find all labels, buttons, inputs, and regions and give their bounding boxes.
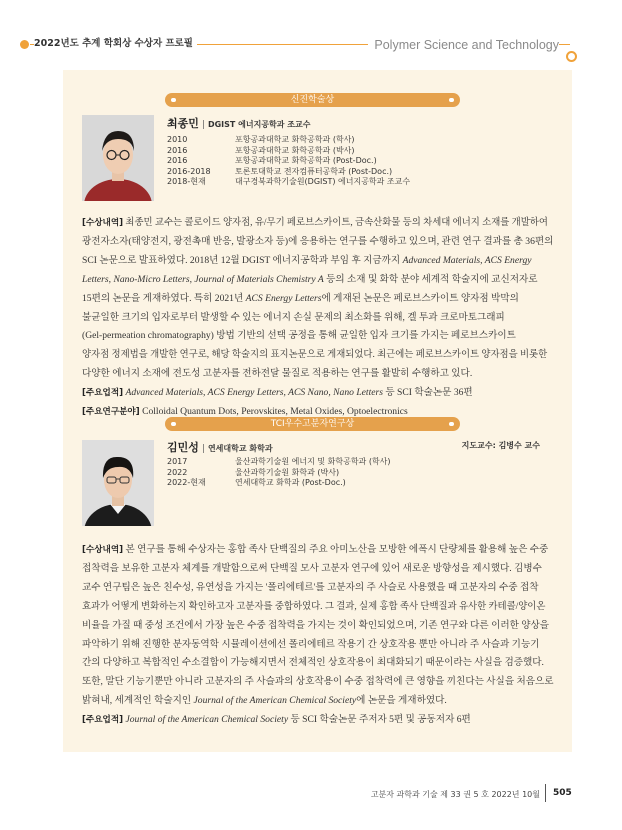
- award1-research: [주요연구분야] Colloidal Quantum Dots, Perovskites, Metal Oxides, Optoelectronics: [82, 406, 408, 418]
- award1-title: 신진학술상: [290, 95, 335, 105]
- award1-name-line: 최종민 | DGIST 에너지공학과 조교수: [167, 117, 311, 130]
- timeline-row: 2022 울산과학기술원 화학과 (박사): [167, 467, 340, 477]
- award1-affiliation: DGIST 에너지공학과 조교수: [207, 120, 311, 129]
- award1-details-tag: [수상내역]: [82, 218, 124, 228]
- header-dot: [20, 40, 29, 49]
- timeline-row: 2010 포항공과대학교 화학공학과 (학사): [167, 135, 355, 144]
- award1-portrait: [82, 115, 154, 201]
- timeline-row: 2016 포항공과대학교 화학공학과 (박사): [167, 145, 355, 155]
- award2-name-line: 김민성 | 연세대학교 화학과: [167, 441, 273, 454]
- timeline-row: 2018-현재 대구경북과학기술원(DGIST) 에너지공학과 조교수: [167, 177, 411, 186]
- bar-dot-right: [449, 422, 454, 426]
- award2-name: 김민성: [167, 441, 199, 454]
- award2-title: TCI우수고분자연구상: [270, 419, 355, 429]
- bar-dot-right: [449, 98, 454, 102]
- timeline-row: 2016 포항공과대학교 화학공학과 (Post-Doc.): [167, 156, 377, 165]
- timeline-row: 2022-현재 연세대학교 화학과 (Post-Doc.): [167, 478, 346, 487]
- award2-advisor: 지도교수: 김병수 교수: [461, 441, 540, 450]
- bar-dot-left: [171, 98, 176, 102]
- running-header-right: Polymer Science and Technology: [368, 38, 559, 52]
- award2-affiliation: 연세대학교 화학과: [207, 444, 273, 453]
- award2-details-tag: [수상내역]: [82, 545, 124, 555]
- bar-dot-left: [171, 422, 176, 426]
- running-header-left: 2022년도 추계 학회상 수상자 프로필: [34, 35, 197, 49]
- timeline-row: 2017 울산과학기술원 에너지 및 화학공학과 (학사): [167, 457, 391, 466]
- timeline-row: 2016-2018 토론토대학교 전자컴퓨터공학과 (Post-Doc.): [167, 166, 393, 176]
- page-number: 505: [553, 788, 572, 798]
- award1-body: [수상내역] 최종민 교수는 콜로이드 양자점, 유/무기 페로브스카이트, 금속산화물 등의 차세대 에너지 소재를 개발하여 광전자소자(태양전지, 광전촉매 반응, 발광소자 등)에 응용하는 연구를 수행하고 있으며, 관련 연구 결과를 총 36편의 SCI 논문으로 발표하였다. 2018년 12월 DGIST 에너지공학과 부임 후 지금까지 Advanced Materials, ACS Energy Letters, Nano-Micro Letters, Journal of Materials Chemistry A 등의 소재 및 화학 분야 세계적 학술지에 교신저자로 15편의 논문을 게재하였다. 특히 2021년 ACS Energy Letters에 게재된 논문은 페로브스카이트 양자점 박막의 불균일한 크기의 입자로부터 발생할 수 있는 에너지 손실 문제의 최소화를 위해, 겔 투과 크로마토그래피 (Gel-permeation chromatography) 방법 기반의 선택 공정을 통해 균일한 입자 크기를 가지는 페로브스카이트 양자점 정제법을 개발한 연구로, 해당 학술지의 표지논문으로 게재되었다. 최근에는 페로브스카이트 양자점을 비롯한 다양한 에너지 소재에 전도성 고분자를 전하전달 물질로 적용하는 연구를 활발히 수행하고 있다. [주요업적] Advanced Materials, ACS Energy Letters, ACS Nano, Nano Letters 등 SCI 학술논문 36편 [주요연구분야] Colloidal Quantum Dots, Perovskites, Metal Oxides, Optoelectronics: [82, 214, 554, 422]
- award2-portrait: [82, 440, 154, 526]
- award2-section-bar: [165, 417, 460, 431]
- award1-name: 최종민: [167, 117, 199, 130]
- header-ring: [566, 51, 577, 62]
- award2-body: [수상내역] 본 연구를 통해 수상자는 홍합 족사 단백질의 주요 아미노산을 모방한 에폭시 단량체를 활용해 높은 수중 접착력을 보유한 고분자 체계를 개발함으로써 단백질 모사 고분자 연구에 있어 새로운 방향성을 제시했다. 김병수 교수 연구팀은 높은 친수성, 유연성을 가지는 '폴리에테르'를 고분자의 주 사슬로 사용했을 때 고분자의 수중 접착 효과가 어떻게 변화하는지 확인하고자 고분자를 중합하였다. 그 결과, 실제 홍합 족사 단백질과 유사한 카테콜/양이온 비율을 가질 때 중성 조건에서 가장 높은 수중 접착력을 가지는 것이 확인되었으며, 기존 연구와 다른 이러한 양상을 파악하기 위해 진행한 분자동역학 시뮬레이션에선 폴리에테르 작용기 간 상호작용 뿐만 아니라 주 사슬과 기능기 간의 다양하고 복합적인 수소결합이 가능해지면서 전체적인 상호작용이 최대화되기 때문이라는 사실을 검증했다. 또한, 말단 기능기뿐만 아니라 고분자의 주 사슬과의 상호작용이 수중 접착력에 큰 영향을 끼친다는 사실을 처음으로 밝혀내, 세계적인 학술지인 Journal of the American Chemical Society에 논문을 게재하였다. [주요업적] Journal of the American Chemical Society 등 SCI 학술논문 주저자 5편 및 공동저자 6편: [82, 541, 554, 730]
- award1-timeline: [167, 135, 410, 188]
- award1-section-bar: [165, 93, 460, 107]
- award2-timeline: [167, 457, 391, 489]
- footer-divider: [545, 784, 546, 802]
- award2-publications: [주요업적] Journal of the American Chemical Society 등 SCI 학술논문 주저자 5편 및 공동저자 6편: [82, 714, 471, 726]
- award1-publications: [주요업적] Advanced Materials, ACS Energy Letters, ACS Nano, Nano Letters 등 SCI 학술논문 36편: [82, 387, 473, 399]
- footer-journal: 고분자 과학과 기술 제 33 권 5 호 2022년 10월: [370, 790, 540, 799]
